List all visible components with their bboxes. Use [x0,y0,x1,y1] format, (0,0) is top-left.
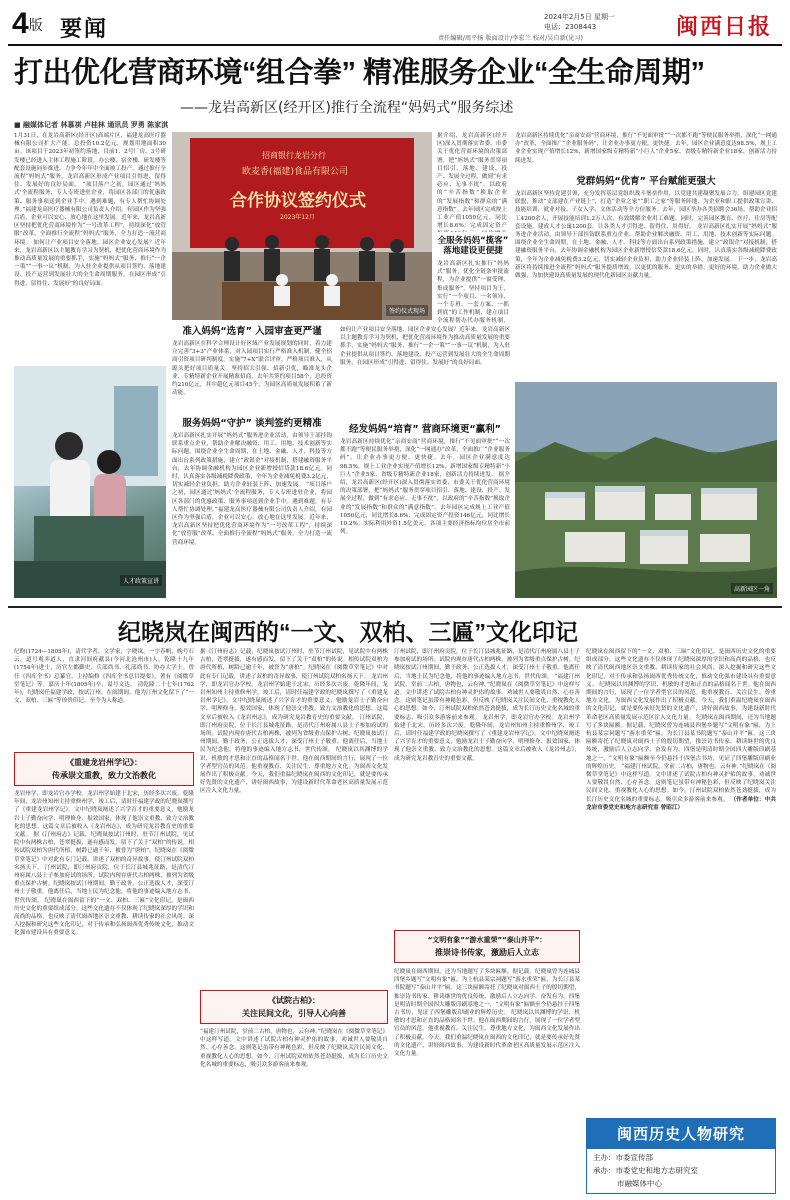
sec3-heading: 服务妈妈“守护” 谈判签约更精准 [182,418,322,429]
sec1-text: 龙岩高新区扎实推行“妈妈式”服务，优化全链条审批流程，为企业提供“一窗受理、集成服务”。坚持项目为王，实行“一个项目、一名领导、一个专班、一套方案、一抓到底”的工作机制，建立项目全流程帮办代办服务机制， [437,261,509,324]
feature-box1 [14,752,194,786]
sponsor-line-2: 承办：市委党史和地方志研究室 [593,1166,698,1175]
photo1-caption: 签约仪式现场 [386,305,428,316]
section-divider [8,606,782,608]
top-story-subtitle: ——龙岩高新区(经开区)推行全流程“妈妈式”服务综述 [180,100,514,116]
sec3-text: 龙岩高新区扎实开展“妈妈式”服务进企业活动，由领导干部挂钩联系重点企业，帮助企业解决融资、用工、用地、技术创新等实际问题。围绕企业全生命周期，在土地、金融、人才、科技等方面出台系列政策措施，建立“政银企”对接机制，搭建融资服务平台，去年协调金融机构为园区企业新增授信贷款18.6亿元。同时，认真落实各级减税降费政策，全年为企业减免税费3.2亿元，切实减轻企业负担，助力企业轻装上阵、加速发展。 “项目落户之初，园区通过‘妈妈式’全流程服务，专人专班进驻企业，将园区各部门的优惠政策、服务事项送到企业手中。遇到难题，有专人帮忙协调处理。”福建龙高医疗器械有限公司负责人介绍，有园区作为坚强后盾，企业可以安心、放心地在这里发展。近年来，龙岩高新区坚持把优化营商环境作为“一号改革工程”，持续深化“放管服”改革，全面推行全流程“妈妈式”服务，全力打造一流营商环境。 [172,433,332,546]
sec2-heading: 准入妈妈“选育” 入园审查更严谨 [182,326,322,337]
photo3-caption: 高新园区一角 [731,583,773,594]
banner-company-2: 欧麦香(福建)食品有限公司 [242,167,349,177]
banner-title: 合作协议签约仪式 [230,191,366,211]
mid-column-text: 如何让产业项目安全落地、园区企业安心发展？近年来，龙岩高新区以主题教育学习为契机，把优化营商环境作为推动高质量发展的重要抓手，实施“妈妈式”服务，推行“一企一策”“一事一议”机制，为入驻企业提供从项目签约、落地建设、投产运营到发展壮大的全生命周期服务，在园区形成“引得进、留得住、发展好”的良好局面。 [340,327,510,366]
sec4-heading: 经发妈妈“培育” 营商环境更“赢利” [349,424,501,435]
photo-park-aerial [515,382,777,598]
photo-talent-illustration [14,366,166,598]
feature-col1c-text: 龙岩州学，即龙岩官办学校。龙岩州学始建于北宋，历经多次兴废。乾隆年间，龙岩州知州主持重修州学，竣工后，请时任福建学政的纪晓岚撰写了《重建龙岩州学记》。文中纪晓岚阐述了兴学育才的重要意义，勉励龙岩士子勤奋向学、明理修身、报效国家，体现了他崇文重教、致力文治教化的思想。这篇文章后被收入《龙岩州志》，成为研究龙岩教育史的重要文献。 据《汀州府志》记载，纪晓岚按试汀州时，驻节汀州试院，见试院中有两株古柏，苍翠挺拔，遂有感而发，留下了关于“双柏”的传说。相传试院双柏为唐代所植，树龄已逾千年，被誉为“唐柏”。纪晓岚在《阅微草堂笔记》中对此有专门记载，讲述了双柏的奇异故事，使汀州试院双柏名扬天下。 汀州试院，即汀州府贡院，位于长汀县城兆征路，是清代汀州府属八县士子参加府试的场所。试院内现存唐代古柏两株，被列为省级重点保护古树。纪晓岚按试汀州期间，勤于政务，公正选拔人才，深受汀州士子敬重。他离任后，当地士民为纪念他，将他的事迹编入地方志书，世代传颂。 纪晓岚在闽西留下的“一文、双柏、三匾”文化印记，是闽西历史文化的重要组成部分。这些文化遗存不仅体现了纪晓岚深厚的学识和高尚的品格，也反映了清代闽西地区崇文重教、耕读传家的社会风尚。深入挖掘和研究这些文化印记，对于传承和弘扬闽西优秀传统文化，推动文化强市建设具有重要意义。 [14,791,194,937]
staff-line: 责任编辑/周平扬 版面设计/李宏兰 校对/吴自新(见习) [438,35,583,42]
feature-box3 [394,930,580,963]
park-aerial-illustration [515,382,777,598]
feature-box3-line2: 推崇诗书传家，激励后人立志 [435,948,539,957]
feature-col2-text: 据《汀州府志》记载，纪晓岚按试汀州时，驻节汀州试院，见试院中有两株古柏，苍翠挺拔，遂有感而发，留下了关于“双柏”的传说。相传试院双柏为唐代所植，树龄已逾千年，被誉为“唐柏”。纪晓岚在《阅微草堂笔记》中对此有专门记载，讲述了双柏的奇异故事，使汀州试院双柏名扬天下。 龙岩州学，即龙岩官办学校。龙岩州学始建于北宋，历经多次兴废。乾隆年间，龙岩州知州主持重修州学，竣工后，请时任福建学政的纪晓岚撰写了《重建龙岩州学记》。文中纪晓岚阐述了兴学育才的重要意义，勉励龙岩士子勤奋向学、明理修身、报效国家，体现了他崇文重教、致力文治教化的思想。这篇文章后被收入《龙岩州志》，成为研究龙岩教育史的重要文献。 汀州试院，即汀州府贡院，位于长汀县城兆征路，是清代汀州府属八县士子参加府试的场所。试院内现存唐代古柏两株，被列为省级重点保护古树。纪晓岚按试汀州期间，勤于政务，公正选拔人才，深受汀州士子敬重。他离任后，当地士民为纪念他，将他的事迹编入地方志书，世代传颂。 纪晓岚以其渊博的学识、机敏的才思和正直的品格闻名于世。他在闽西期间的言行，展现了一位学者型官员的风范。他重视教育、关注民生、尊重地方文化，为闽西文化发展作出了积极贡献。今天，我们重温纪晓岚在闽西的文化印记，就是要传承好先贤的文化遗产，讲好闽西故事，为建设新时代革命老区高质量发展示范区注入文化力量。 [200,649,388,795]
photo-talent-policy [14,366,166,598]
top-story-title: 打出优化营商环境“组合拳” 精准服务企业“全生命周期” [14,57,705,89]
page-number: 4版 [12,7,43,40]
photo2-caption: 人才政策宣讲 [120,575,162,586]
section-title: 要闻 [60,17,109,42]
sec4-text: 龙岩高新区持续优化“亲商安商”营商环境，推行“不见面审批”“一次都不跑”等便民服务举措，深化“一网通办”改革，全面推广“企业服务码”，让企业办事更方便、更快捷。去年，园区企业满意度达98.5%，规上工业企业实现产值增长12%，新增国家级专精特新“小巨人”企业5家、省级专精特新企业18家，创新活力持续迸发。 据介绍，龙岩高新区(经开区)深入贯彻落实省委、市委关于优化营商环境的决策部署，把“妈妈式”服务贯穿项目招引、落地、建设、投产、发展全过程，做到“有求必应、无事不扰”，以政府的“辛苦指数”换取企业的“发展指数”和群众的“满意指数”。去年园区完成规上工业产值1050亿元，同比增长8.6%；完成固定资产投资146亿元，同比增长10.2%；实际利用外资1.5亿美元，各项主要经济指标均位居全市前列。 [340,439,510,536]
byline: ■ 融媒体记者 林慕祺 卢桂林 通讯员 罗勇 陈家淇 [14,121,169,129]
feature-box1-line1: 《重建龙岩州学记》： [66,758,142,767]
intro-text: 1月31日，在龙岩高新区(经开区)高端片区，福建龙高医疗器械有限公司扩大产能，总投资10.2亿元，规划用地面积30亩。该项目于2023年初签约落地，目前1、2号厂房、3号研发楼已经进入主体工程施工阶段。办公楼、宿舍楼、研发楼等配套设施同步推进，力争今年年中全面竣工投产。通过推行全流程“妈妈式”服务，龙岩高新区形成产业项目引得进、留得住、发展好的良好局面。 “项目落户之初，园区通过‘妈妈式’全流程服务，专人专班进驻企业，将园区各部门的优惠政策、服务事项送到企业手中。遇到难题，有专人帮忙协调处理。”福建龙高医疗器械有限公司负责人介绍，有园区作为坚强后盾，企业可以安心、放心地在这里发展。近年来，龙岩高新区坚持把优化营商环境作为“一号改革工程”，持续深化“放管服”改革，全面推行全流程“妈妈式”服务，全力打造一流营商环境。 如何让产业项目安全落地、园区企业安心发展？近年来，龙岩高新区以主题教育学习为契机，把优化营商环境作为推动高质量发展的重要抓手，实施“妈妈式”服务，推行“一企一策”“一事一议”机制，为入驻企业提供从项目签约、落地建设、投产运营到发展壮大的全生命周期服务，在园区形成“引得进、留得住、发展好”的良好局面。 [14,133,166,287]
feature-title: 纪晓岚在闽西的“一文、双柏、三匾”文化印记 [118,619,578,645]
banner-company-1: 招商银行龙岩分行 [262,151,326,160]
feature-col3-text: 汀州试院，即汀州府贡院，位于长汀县城兆征路，是清代汀州府属八县士子参加府试的场所。试院内现存唐代古柏两株，被列为省级重点保护古树。纪晓岚按试汀州期间，勤于政务，公正选拔人才，深受汀州士子敬重。他离任后，当地士民为纪念他，将他的事迹编入地方志书，世代传颂。 “福建汀州试院，堂前二古柏，唐物也，云有神。”纪晓岚在《阅微草堂笔记》中这样写道。文中讲述了试院古柏有神灵护佑的故事，劝诫世人要敬畏自然、心存善念。这则笔记虽带有神秘色彩，但反映了纪晓岚关注民间文化、重视教化人心的思想。如今，汀州试院双柏依然苍劲挺拔，成为长汀历史文化名城的重要标志，吸引众多游客前来参观。 龙岩州学，即龙岩官办学校。龙岩州学始建于北宋，历经多次兴废。乾隆年间，龙岩州知州主持重修州学，竣工后，请时任福建学政的纪晓岚撰写了《重建龙岩州学记》。文中纪晓岚阐述了兴学育才的重要意义，勉励龙岩士子勤奋向学、明理修身、报效国家，体现了他崇文重教、致力文治教化的思想。这篇文章后被收入《龙岩州志》，成为研究龙岩教育史的重要文献。 [394,649,580,762]
feature-box2-line1: 《试院古柏》： [268,996,320,1005]
feature-box1-line2: 传承崇文重教，致力文治教化 [52,771,156,780]
feature-box2 [200,990,388,1024]
banner-date: 2023年12月 [280,214,315,221]
right-top-text: 龙岩高新区持续优化“亲商安商”营商环境，推行“不见面审批”“一次都不跑”等便民服务举措，深化“一网通办”改革，全面推广“企业服务码”，让企业办事更方便、更快捷。去年，园区企业满意度达98.5%，规上工业企业实现产值增长12%，新增国家级专精特新“小巨人”企业5家、省级专精特新企业18家，创新活力持续迸发。 [515,133,777,164]
sec2-text: 龙岩高新区在科学合理设计好区域产业发展规划的同时，着力建立完善“3+3”产业体系，对入园项目实行严格准入机制，健全招商引资项目研判制度，实施“7+X”联合评审，严格项目准入，从源头把好项目质量关。坚持招大引强、招新引优，瞄准龙头企业、专精特新企业开展精准招商，去年共签约项目58个，总投资约210亿元，其中超亿元项目45个，为园区高质量发展积蓄了新动能。 [172,341,332,397]
feature-col3b-text: 纪晓岚在闽西期间，还为当地题写了多块匾额。据记载，纪晓岚曾为连城县四堡乡题写“文明有象”匾，为上杭县某宗祠题写“游水重荣”匾，为长汀县某书院题写“泰山并平”匾。这三块匾额寄托了纪晓岚对闽西士子的殷切期望，推崇诗书传家、耕读继世的优良传统，激励后人立志向学、奋发有为。四堡是明清时期全国四大雕版印刷基地之一，“文明有象”匾额至今仍悬挂于四堡古书坊，见证了四堡雕版印刷业的辉煌历史。 纪晓岚以其渊博的学识、机敏的才思和正直的品格闻名于世。他在闽西期间的言行，展现了一位学者型官员的风范。他重视教育、关注民生、尊重地方文化，为闽西文化发展作出了积极贡献。今天，我们重温纪晓岚在闽西的文化印记，就是要传承好先贤的文化遗产，讲好闽西故事，为建设新时代革命老区高质量发展示范区注入文化力量。 [394,969,580,1058]
sponsor-line-3: 市融媒体中心 [617,1179,662,1188]
sponsor-line-1: 主办：市委宣传部 [593,1153,653,1162]
feature-col2b-text: “福建汀州试院，堂前二古柏，唐物也，云有神。”纪晓岚在《阅微草堂笔记》中这样写道。文中讲述了试院古柏有神灵护佑的故事，劝诫世人要敬畏自然、心存善念。这则笔记虽带有神秘色彩，但反映了纪晓岚关注民间文化、重视教化人心的思想。如今，汀州试院双柏依然苍劲挺拔，成为长汀历史文化名城的重要标志，吸引众多游客前来参观。 [200,1029,388,1068]
feature-col1-text: 纪昀(1724—1805年)，清代学者、文学家，字晓岚，一字春帆，晚号石云，道号观弈道人，直隶河间府献县(今河北沧州市)人。乾隆十九年(1754年)进士，历官左都御史、兵部尚书、礼部尚书、协办大学士。曾任《四库全书》总纂官，主持编修《四库全书总目提要》，著有《阅微草堂笔记》等。嘉庆十年(1805年)卒，谥号文达。 清乾隆二十七年(1762年)，纪晓岚任福建学政，按试汀州。在闽期间，他为汀州文化留下了“一文、双柏、三匾”等珍贵印记，至今为人称道。 [14,649,194,705]
feature-box3-line1: “文明有象”“游水重荣”“泰山并平”： [427,936,547,944]
tel: 电话：2308443 [544,23,597,31]
feature-box2-line2: 关注民间文化，引导人心向善 [242,1009,346,1018]
masthead [8,6,782,44]
sec5-text: 龙岩高新区坚持党建引领，充分发挥基层党组织战斗堡垒作用，以党建共建凝聚发展合力。组建园区党建联盟，推动“支部建在产业链上”，打造“企业之家”“职工之家”等服务阵地，为企业和职工提供政策宣讲、技能培训、就业对接、子女入学、文体活动等全方位服务。去年，园区举办各类招聘会36场，帮助企业招工4200余人，开展技能培训1.2万人次，有效缓解企业用工难题。同时，完善园区教育、医疗、住房等配套设施，建成人才公寓1200套，让各类人才引得进、留得住、用得好。 龙岩高新区扎实开展“妈妈式”服务进企业活动，由领导干部挂钩联系重点企业，帮助企业解决融资、用工、用地、技术创新等实际问题。围绕企业全生命周期，在土地、金融、人才、科技等方面出台系列政策措施，建立“政银企”对接机制，搭建融资服务平台，去年协调金融机构为园区企业新增授信贷款18.6亿元。同时，认真落实各级减税降费政策，全年为企业减免税费3.2亿元，切实减轻企业负担，助力企业轻装上阵、加速发展。 下一步，龙岩高新区将持续推进全流程“妈妈式”服务提质增效，以更优的服务、更实的举措、更好的环境，助力企业做大做强，为加快建设高质量发展的现代化新园区贡献力量。 [515,191,777,280]
paper-logo: 闽西日报 [676,14,773,40]
photo-signing-ceremony [172,132,432,320]
intro-continued: 据介绍，龙岩高新区(经开区)深入贯彻落实省委、市委关于优化营商环境的决策部署，把“妈妈式”服务贯穿项目招引、落地、建设、投产、发展全过程，做到“有求必应、无事不扰”，以政府的“辛苦指数”换取企业的“发展指数”和群众的“满意指数”。去年园区完成规上工业产值1050亿元，同比增长8.6%；完成固定资产 [437,133,507,230]
issue-date: 2024年2月5日 星期一 [544,13,615,21]
sec5-heading: 党群妈妈“优育” 平台赋能更强大 [576,176,716,187]
history-banner-title: 闽西历史人物研究 [587,1119,775,1149]
feature-col4-text: 纪晓岚在闽西留下的“一文、双柏、三匾”文化印记，是闽西历史文化的重要组成部分。这些文化遗存不仅体现了纪晓岚深厚的学识和高尚的品格，也反映了清代闽西地区崇文重教、耕读传家的社会风尚。深入挖掘和研究这些文化印记，对于传承和弘扬闽西优秀传统文化，推动文化强市建设具有重要意义。 纪晓岚以其渊博的学识、机敏的才思和正直的品格闻名于世。他在闽西期间的言行，展现了一位学者型官员的风范。他重视教育、关注民生、尊重地方文化，为闽西文化发展作出了积极贡献。今天，我们重温纪晓岚在闽西的文化印记，就是要传承好先贤的文化遗产，讲好闽西故事，为建设新时代革命老区高质量发展示范区注入文化力量。 纪晓岚在闽西期间，还为当地题写了多块匾额。据记载，纪晓岚曾为连城县四堡乡题写“文明有象”匾，为上杭县某宗祠题写“游水重荣”匾，为长汀县某书院题写“泰山并平”匾。这三块匾额寄托了纪晓岚对闽西士子的殷切期望，推崇诗书传家、耕读继世的优良传统，激励后人立志向学、奋发有为。四堡是明清时期全国四大雕版印刷基地之一，“文明有象”匾额至今仍悬挂于四堡古书坊，见证了四堡雕版印刷业的辉煌历史。 “福建汀州试院，堂前二古柏，唐物也，云有神。”纪晓岚在《阅微草堂笔记》中这样写道。文中讲述了试院古柏有神灵护佑的故事，劝诫世人要敬畏自然、心存善念。这则笔记虽带有神秘色彩，但反映了纪晓岚关注民间文化、重视教化人心的思想。如今，汀州试院双柏依然苍劲挺拔，成为长汀历史文化名城的重要标志，吸引众多游客前来参观。 （作者单位：中共龙岩市委党史和地方志研究室 曾昭江） [586,649,776,811]
sec1-heading: 全服务妈妈“揽客” 落地建设更便捷 [437,236,509,256]
masthead-rule [8,44,782,46]
history-banner [586,1118,776,1194]
